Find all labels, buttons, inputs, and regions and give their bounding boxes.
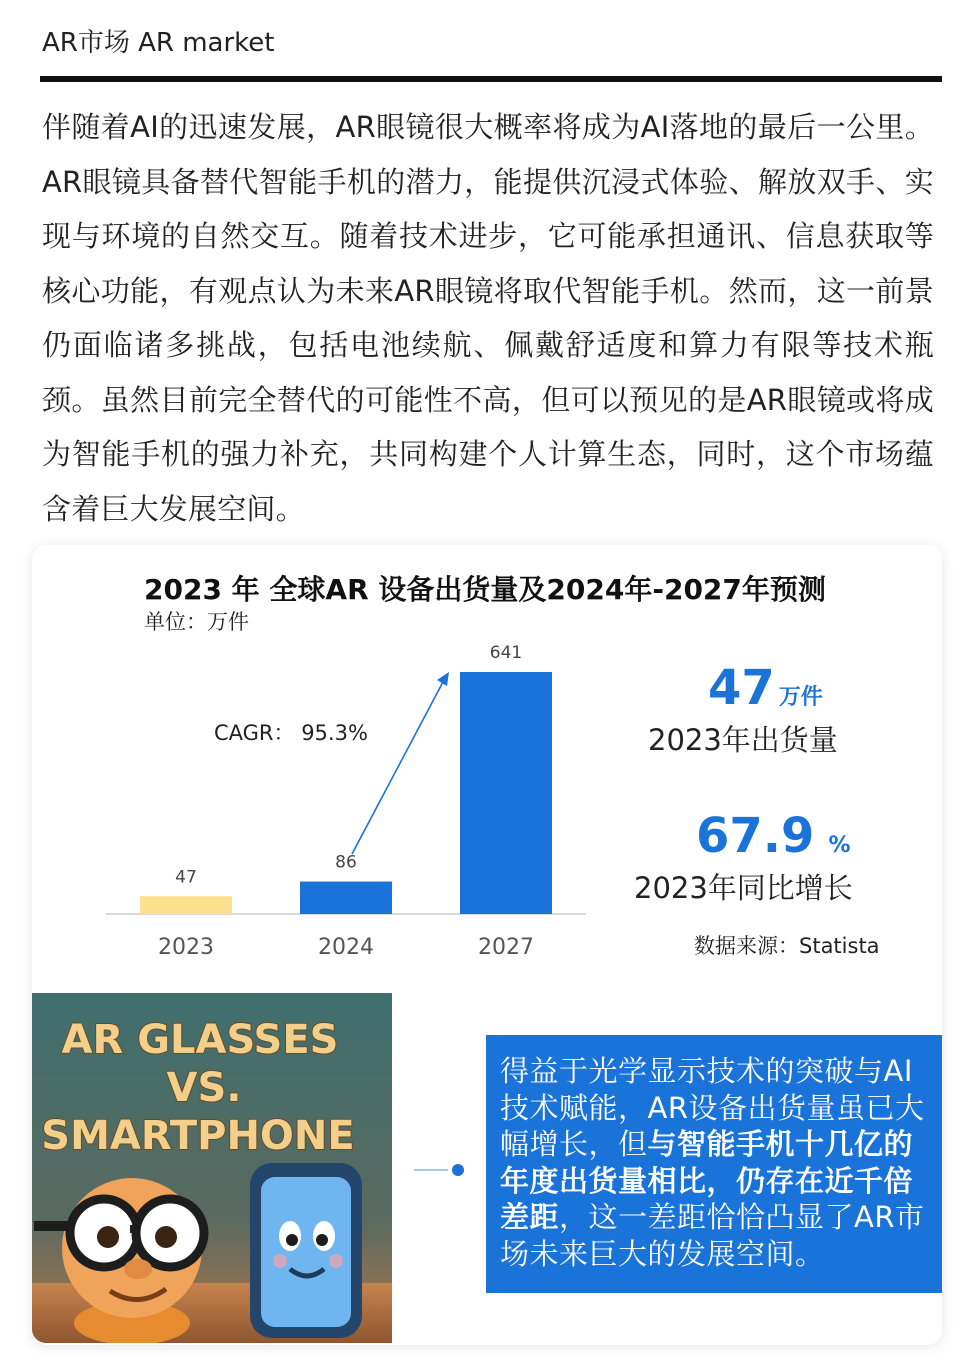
growth-unit: % [828,833,851,858]
callout-box [486,1035,942,1293]
illustration-line-3: SMARTPHONE [41,1113,355,1159]
bar-2023 [140,896,232,914]
ar-vs-smartphone-illustration [32,993,392,1343]
shipments-value: 47 [708,660,775,716]
callout-text-1: 得益于光学显示技术的突破与AI技术赋能，AR设备出货量虽已大幅增长，但 [500,1054,925,1161]
x-tick-label-2023: 2023 [158,935,214,960]
illustration-line-1: AR GLASSES [61,1017,339,1063]
bar-2027 [460,672,552,914]
intro-paragraph: 伴随着AI的迅速发展，AR眼镜很大概率将成为AI落地的最后一公里。AR眼镜具备替代智能手机的潜力，能提供沉浸式体验、解放双手、实现与环境的自然交互。随着技术进步，它可能承担通讯、信息获取等核心功能，有观点认为未来AR眼镜将取代智能手机。然而，这一前景仍面临诸多挑战，包括电池续航、佩戴舒适度和算力有限等技术瓶颈。虽然目前完全替代的可能性不高，但可以预见的是AR眼镜或将成为智能手机的强力补充，共同构建个人计算生态，同时，这个市场蕴含着巨大发展空间。 [42,110,934,526]
cagr-arrow-line [352,680,444,854]
data-label-2027: 641 [489,643,523,663]
callout-connector-dot [452,1164,464,1176]
shipments-label: 2023年出货量 [648,723,838,757]
cagr-arrow-head-icon [437,672,449,686]
smartphone-character-icon [250,1163,362,1338]
illustration-line-2: VS. [166,1065,242,1111]
x-tick-label-2027: 2027 [478,935,534,960]
chart-title: 2023 年 全球AR 设备出货量及2024年-2027年预测 [144,573,826,606]
shipments-unit: 万件 [778,685,823,710]
callout-bold-text: 与智能手机十几亿的年度出货量相比，仍存在近千倍差距 [500,1127,914,1234]
page-title: AR市场 AR market [42,28,275,58]
growth-label: 2023年同比增长 [634,871,853,905]
x-tick-label-2024: 2024 [318,935,374,960]
data-source: 数据来源：Statista [694,934,880,958]
data-label-2024: 86 [335,852,357,873]
growth-value: 67.9 [696,808,815,864]
header-divider [40,76,942,82]
bar-2024 [300,882,392,914]
chart-unit-label: 单位：万件 [144,610,249,634]
data-label-2023: 47 [175,867,197,888]
bar-chart [100,630,600,970]
cagr-annotation: CAGR： 95.3% [214,721,368,745]
shipments-stat [708,660,823,716]
callout-connector-line [414,1169,448,1171]
growth-stat [696,808,850,864]
callout-text-2: ，这一差距恰恰凸显了AR市场未来巨大的发展空间。 [500,1200,925,1271]
